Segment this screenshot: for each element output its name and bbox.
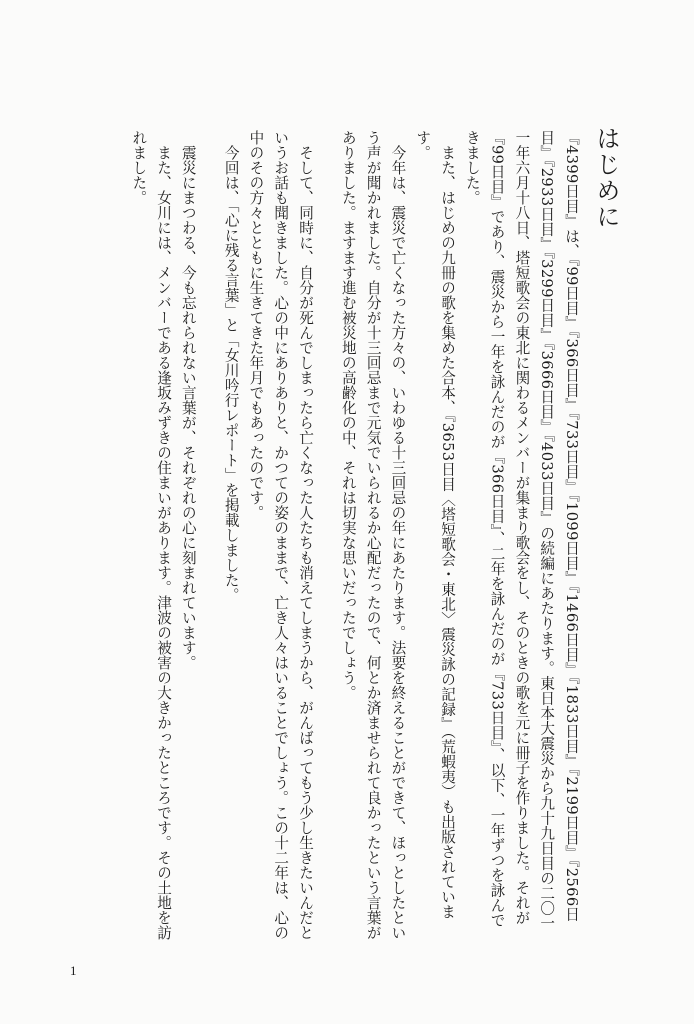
page-heading: はじめに xyxy=(592,126,620,230)
paragraph-anthology: また、はじめの九冊の歌を集めた合本、『3653日目〈塔短歌会・東北〉震災詠の記録』（荒蝦夷）も出版されています。 xyxy=(414,130,457,919)
page-number: 1 xyxy=(70,963,77,978)
paragraph-onagawa: また、女川には、メンバーである逢坂みずきの住まいがあります。津波の被害の大きかったところです。その土地を訪れました。 xyxy=(130,130,173,940)
paragraph-living: そして、同時に、自分が死んでしまったら亡くなった人たちも消えてしまうから、がんばってもう少し生きたいんだというお話も聞きました。心の中にありありと、かつての姿のままで、亡き人々はいることでしょう。この十二年は、心の中のその方々とともに生きてきた年月でもあったのです。 xyxy=(247,130,315,940)
paragraph-memorial: 今年は、震災で亡くなった方々の、いわゆる十三回忌の年にあたります。法要を終えることができて、ほっとしたという声が聞かれました。自分が十三回忌まで元気でいられるか心配だったので、何とか済ませられて良かったという言葉がありました。ますます進む被災地の高齢化の中、それは切実な思いだったでしょう。 xyxy=(339,130,407,940)
paragraph-intro: 『4399日目』は、『99日目』『366日目』『733日目』『1099日目』『1466日目』『1833日目』『2199日目』『2566日目』『2933日目』『3299日目』『3666日目』『4033日目』の続編にあたります。東日本大震災から九十九日目の二〇一一年六月十八日、塔短歌会の東北に関わるメンバーが集まり歌会をし、そのときの歌を元に冊子を作りました。それが『99日目』であり、震災から一年を詠んだのが『366日目』、二年を詠んだのが『733日目』、以下、一年ずつを詠んできました。 xyxy=(463,130,580,931)
paragraph-contents: 今回は、「心に残る言葉」と「女川吟行レポート」を掲載しました。 xyxy=(222,144,240,603)
body-text xyxy=(125,130,583,940)
paragraph-words: 震災にまつわる、今も忘れられない言葉が、それぞれの心に刻まれています。 xyxy=(179,144,197,670)
